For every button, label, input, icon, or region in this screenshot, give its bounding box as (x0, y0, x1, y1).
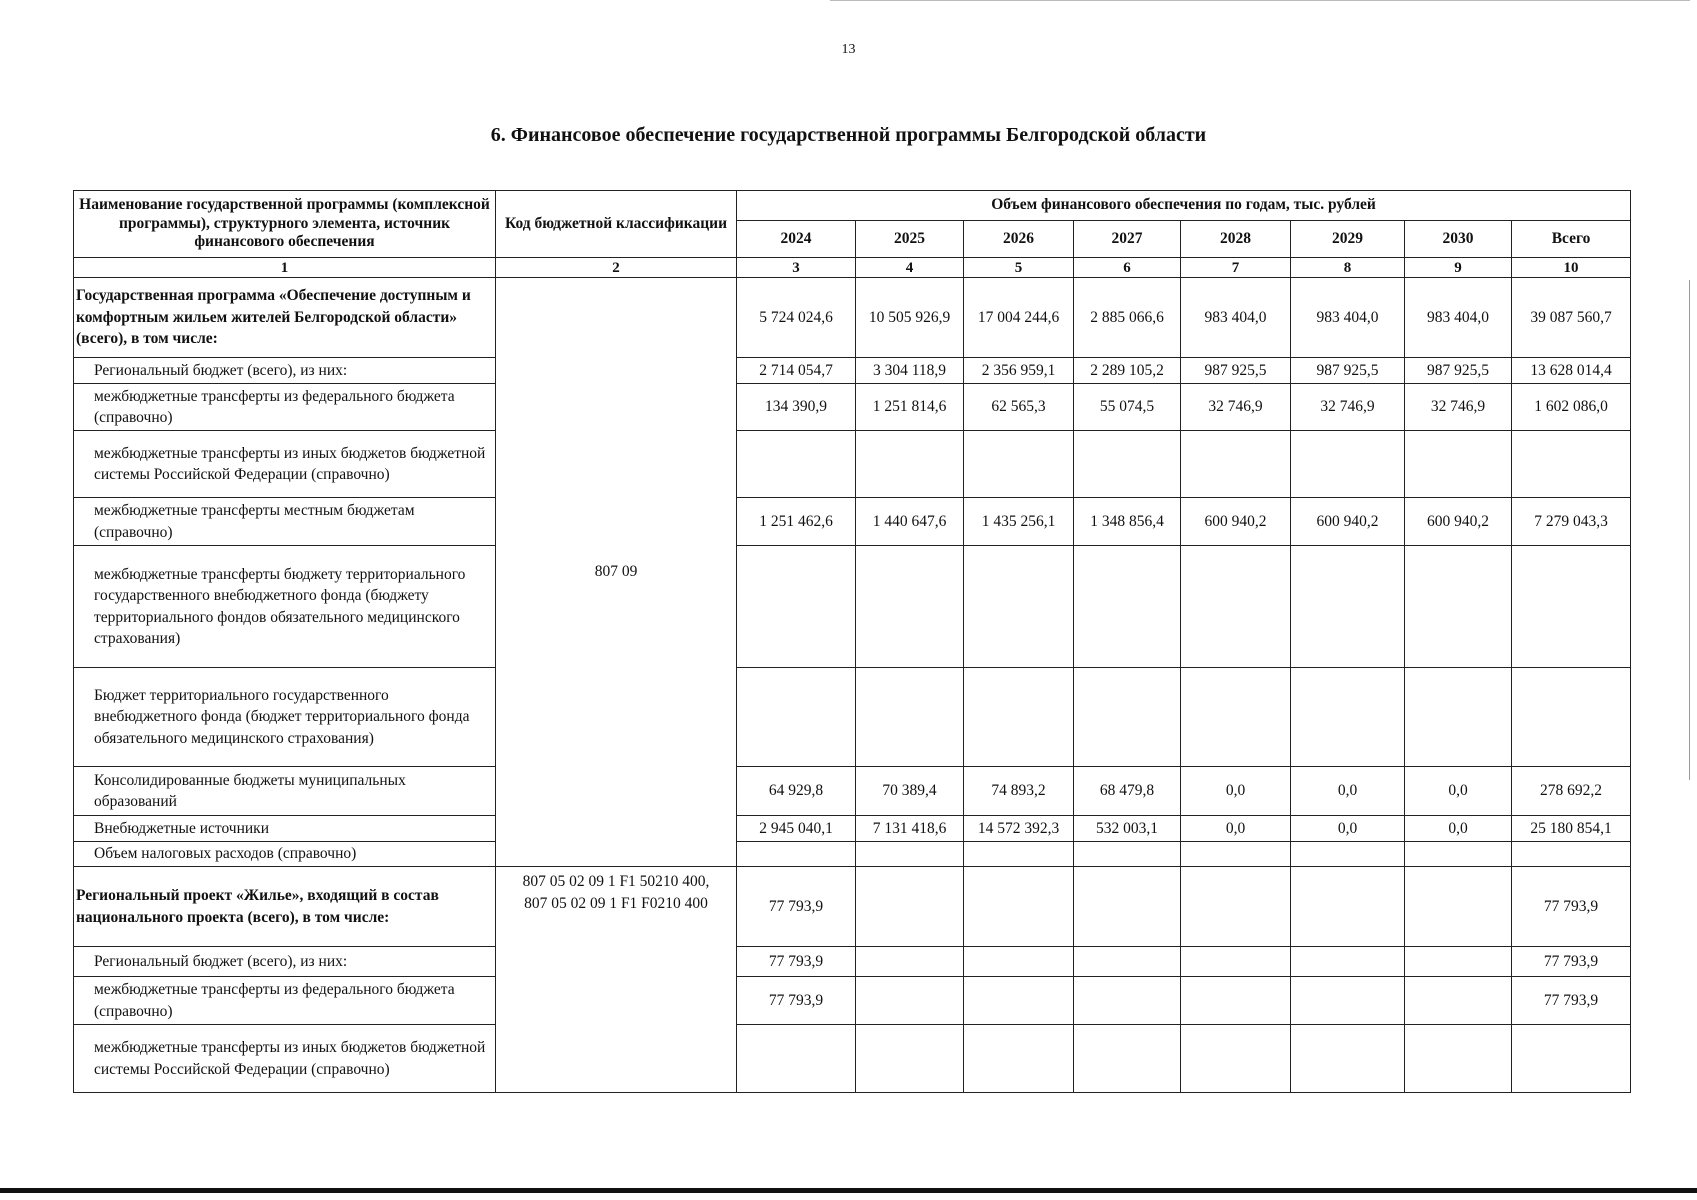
table-row (74, 278, 1631, 358)
cell-value (1291, 842, 1405, 867)
cell-value (856, 431, 964, 498)
cell-value: 0,0 (1405, 816, 1512, 842)
cell-value: 983 404,0 (1291, 278, 1405, 358)
row-name: Бюджет территориального государственного внебюджетного фонда (бюджет территориального фонда обязательного медицинского страхования) (74, 668, 496, 767)
cell-value: 68 479,8 (1074, 767, 1181, 816)
cell-value: 2 356 959,1 (964, 358, 1074, 384)
cell-value (737, 431, 856, 498)
cell-value (1074, 1025, 1181, 1093)
cell-value: 0,0 (1181, 767, 1291, 816)
cell-value: 600 940,2 (1291, 498, 1405, 546)
row-name: Государственная программа «Обеспечение доступным и комфортным жильем жителей Белгородской области» (всего), в том числе: (74, 278, 496, 358)
cell-value: 2 714 054,7 (737, 358, 856, 384)
cell-value (856, 668, 964, 767)
cell-value (1181, 668, 1291, 767)
cell-value (1291, 1025, 1405, 1093)
cell-value (1291, 431, 1405, 498)
cell-value: 1 251 814,6 (856, 384, 964, 431)
cell-value (856, 947, 964, 977)
table-row (74, 498, 1631, 546)
cell-value-total (1512, 546, 1631, 668)
cell-value: 0,0 (1181, 816, 1291, 842)
cell-value (1291, 947, 1405, 977)
header-year: 2029 (1291, 221, 1405, 258)
cell-value: 32 746,9 (1405, 384, 1512, 431)
cell-value: 600 940,2 (1181, 498, 1291, 546)
cell-value-total: 77 793,9 (1512, 947, 1631, 977)
table-row (74, 767, 1631, 816)
row-name: межбюджетные трансферты бюджету территориального государственного внебюджетного фонда (бюджету территориального фондов обязательного медицинского страхования) (74, 546, 496, 668)
cell-value-total: 278 692,2 (1512, 767, 1631, 816)
cell-value (737, 546, 856, 668)
scan-artifact-top (830, 0, 1690, 1)
budget-code-line: 807 05 02 09 1 F1 50210 400, (522, 873, 710, 890)
cell-value (964, 1025, 1074, 1093)
cell-value (1181, 947, 1291, 977)
cell-value: 983 404,0 (1405, 278, 1512, 358)
cell-value: 987 925,5 (1291, 358, 1405, 384)
row-name: Консолидированные бюджеты муниципальных образований (74, 767, 496, 816)
cell-value (1181, 1025, 1291, 1093)
table-row (74, 867, 1631, 947)
cell-value (856, 977, 964, 1025)
table-row (74, 977, 1631, 1025)
cell-value (964, 947, 1074, 977)
cell-value (1074, 668, 1181, 767)
cell-value (1405, 947, 1512, 977)
row-name: Региональный бюджет (всего), из них: (74, 947, 496, 977)
page-title: 6. Финансовое обеспечение государственной программы Белгородской области (490, 124, 1207, 146)
header-code: Код бюджетной классификации (496, 191, 737, 258)
cell-value (964, 842, 1074, 867)
cell-value (1405, 668, 1512, 767)
cell-value (1074, 867, 1181, 947)
column-number: 3 (737, 258, 856, 278)
header-year: 2024 (737, 221, 856, 258)
column-number: 9 (1405, 258, 1512, 278)
page-number: 13 (841, 42, 856, 57)
cell-value (1074, 977, 1181, 1025)
table-row (74, 816, 1631, 842)
cell-value: 7 131 418,6 (856, 816, 964, 842)
cell-value: 983 404,0 (1181, 278, 1291, 358)
cell-value-total: 7 279 043,3 (1512, 498, 1631, 546)
header-year: 2027 (1074, 221, 1181, 258)
column-number: 5 (964, 258, 1074, 278)
cell-value (1181, 431, 1291, 498)
cell-value: 1 251 462,6 (737, 498, 856, 546)
cell-value (964, 431, 1074, 498)
cell-value-total: 1 602 086,0 (1512, 384, 1631, 431)
column-number: 7 (1181, 258, 1291, 278)
cell-value: 1 440 647,6 (856, 498, 964, 546)
table-row (74, 358, 1631, 384)
cell-value (737, 668, 856, 767)
cell-value (1405, 867, 1512, 947)
header-volume: Объем финансового обеспечения по годам, тыс. рублей (737, 191, 1631, 221)
cell-value (1181, 546, 1291, 668)
header-name: Наименование государственной программы (комплексной программы), структурного элемента, источник финансового обеспечения (74, 191, 496, 258)
cell-value (737, 842, 856, 867)
cell-value: 0,0 (1405, 767, 1512, 816)
cell-value: 0,0 (1291, 767, 1405, 816)
cell-value (1405, 546, 1512, 668)
cell-value: 2 885 066,6 (1074, 278, 1181, 358)
header-year: 2028 (1181, 221, 1291, 258)
row-name: Внебюджетные источники (74, 816, 496, 842)
cell-value: 1 435 256,1 (964, 498, 1074, 546)
row-name: межбюджетные трансферты из иных бюджетов бюджетной системы Российской Федерации (справочно) (74, 431, 496, 498)
cell-value-total: 13 628 014,4 (1512, 358, 1631, 384)
table-row (74, 668, 1631, 767)
cell-value-total: 39 087 560,7 (1512, 278, 1631, 358)
column-number: 1 (74, 258, 496, 278)
cell-value (1181, 842, 1291, 867)
column-number: 2 (496, 258, 737, 278)
cell-value-total: 25 180 854,1 (1512, 816, 1631, 842)
row-name: Региональный бюджет (всего), из них: (74, 358, 496, 384)
cell-value: 32 746,9 (1291, 384, 1405, 431)
cell-value: 532 003,1 (1074, 816, 1181, 842)
cell-value-total (1512, 668, 1631, 767)
table-row (74, 947, 1631, 977)
cell-value (856, 1025, 964, 1093)
table-row (74, 1025, 1631, 1093)
cell-value: 0,0 (1291, 816, 1405, 842)
cell-value: 70 389,4 (856, 767, 964, 816)
cell-value (964, 668, 1074, 767)
budget-code-project (496, 867, 737, 1093)
cell-value (856, 546, 964, 668)
cell-value: 77 793,9 (737, 947, 856, 977)
row-name: Объем налоговых расходов (справочно) (74, 842, 496, 867)
cell-value-total: 77 793,9 (1512, 867, 1631, 947)
cell-value (964, 977, 1074, 1025)
cell-value (1291, 546, 1405, 668)
cell-value: 17 004 244,6 (964, 278, 1074, 358)
row-name: Региональный проект «Жилье», входящий в состав национального проекта (всего), в том числе: (74, 867, 496, 947)
cell-value: 1 348 856,4 (1074, 498, 1181, 546)
cell-value: 2 289 105,2 (1074, 358, 1181, 384)
table-row (74, 431, 1631, 498)
row-name: межбюджетные трансферты из федерального бюджета (справочно) (74, 384, 496, 431)
cell-value-total (1512, 1025, 1631, 1093)
cell-value (1181, 867, 1291, 947)
cell-value (1074, 842, 1181, 867)
cell-value (964, 546, 1074, 668)
cell-value: 3 304 118,9 (856, 358, 964, 384)
cell-value (737, 1025, 856, 1093)
financing-table (73, 190, 1631, 1093)
cell-value (1074, 546, 1181, 668)
scan-artifact-bottom (0, 1188, 1697, 1193)
cell-value (1405, 431, 1512, 498)
header-year: 2030 (1405, 221, 1512, 258)
cell-value: 77 793,9 (737, 977, 856, 1025)
cell-value-total (1512, 431, 1631, 498)
column-number: 8 (1291, 258, 1405, 278)
cell-value (856, 842, 964, 867)
table-row (74, 842, 1631, 867)
cell-value: 14 572 392,3 (964, 816, 1074, 842)
column-number: 6 (1074, 258, 1181, 278)
header-total: Всего (1512, 221, 1631, 258)
cell-value: 32 746,9 (1181, 384, 1291, 431)
header-year: 2025 (856, 221, 964, 258)
cell-value: 74 893,2 (964, 767, 1074, 816)
table-row (74, 546, 1631, 668)
row-name: межбюджетные трансферты местным бюджетам (справочно) (74, 498, 496, 546)
cell-value (1291, 867, 1405, 947)
row-name: межбюджетные трансферты из федерального бюджета (справочно) (74, 977, 496, 1025)
cell-value (964, 867, 1074, 947)
cell-value: 5 724 024,6 (737, 278, 856, 358)
row-name: межбюджетные трансферты из иных бюджетов бюджетной системы Российской Федерации (справочно) (74, 1025, 496, 1093)
cell-value-total: 77 793,9 (1512, 977, 1631, 1025)
cell-value: 134 390,9 (737, 384, 856, 431)
cell-value (1074, 947, 1181, 977)
cell-value: 62 565,3 (964, 384, 1074, 431)
cell-value (856, 867, 964, 947)
scan-artifact-right (1689, 280, 1690, 780)
cell-value (1181, 977, 1291, 1025)
cell-value (1291, 977, 1405, 1025)
cell-value (1405, 1025, 1512, 1093)
cell-value (1405, 977, 1512, 1025)
cell-value: 55 074,5 (1074, 384, 1181, 431)
cell-value (1291, 668, 1405, 767)
cell-value: 600 940,2 (1405, 498, 1512, 546)
cell-value (1405, 842, 1512, 867)
table-row (74, 384, 1631, 431)
column-number: 10 (1512, 258, 1631, 278)
cell-value: 2 945 040,1 (737, 816, 856, 842)
budget-code-line: 807 05 02 09 1 F1 F0210 400 (524, 894, 708, 912)
cell-value: 10 505 926,9 (856, 278, 964, 358)
header-year: 2026 (964, 221, 1074, 258)
cell-value: 987 925,5 (1405, 358, 1512, 384)
cell-value: 987 925,5 (1181, 358, 1291, 384)
cell-value-total (1512, 842, 1631, 867)
cell-value (1074, 431, 1181, 498)
cell-value: 64 929,8 (737, 767, 856, 816)
column-number: 4 (856, 258, 964, 278)
cell-value: 77 793,9 (737, 867, 856, 947)
budget-code-program: 807 09 (496, 278, 737, 867)
